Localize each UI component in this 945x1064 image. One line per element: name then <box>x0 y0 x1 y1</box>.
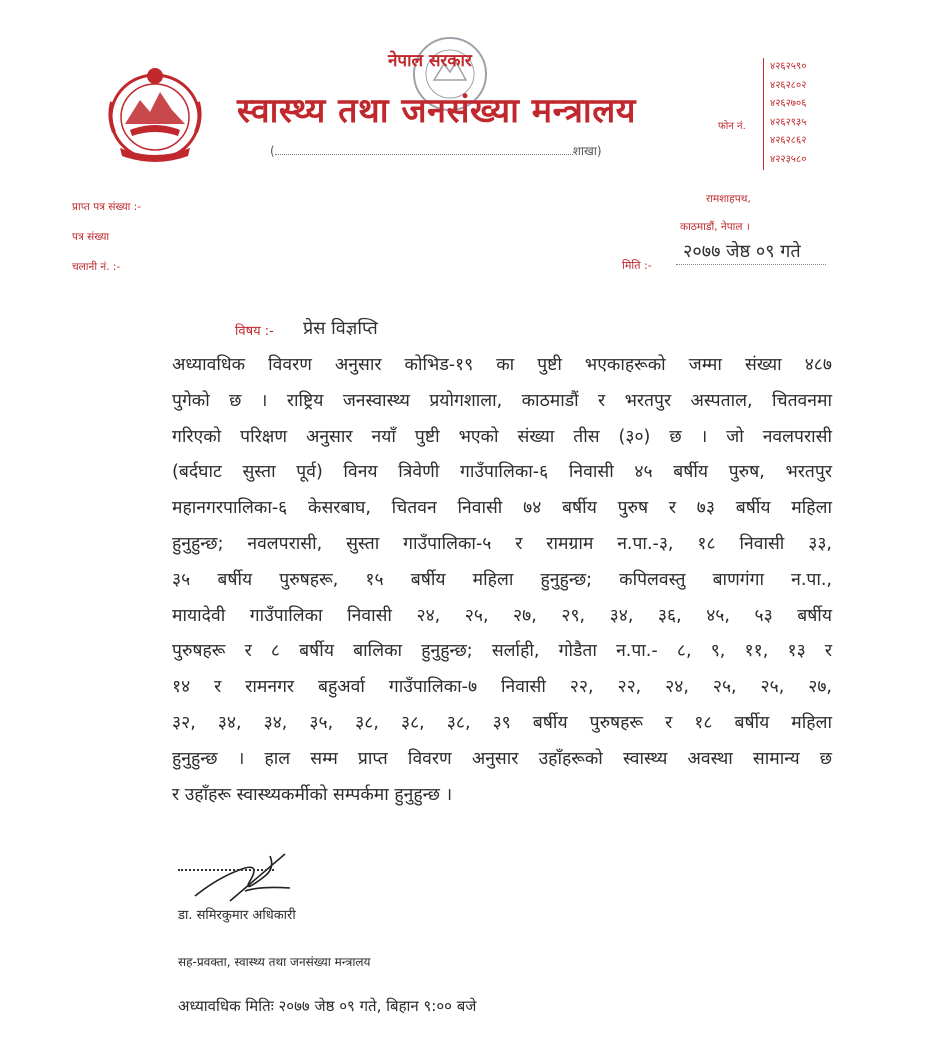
branch-line <box>270 142 602 159</box>
body-line: हुनुहुन्छ; नवलपरासी, सुस्ता गाउँपालिका-५ र रामग्राम न.पा.-३, १८ निवासी ३३, <box>172 533 832 554</box>
nepal-government-emblem <box>100 62 210 167</box>
ministry-title: स्वास्थ्य तथा जनसंख्या मन्त्रालय <box>237 91 636 131</box>
body-line: अध्यावधिक विवरण अनुसार कोभिड-१९ का पुष्टी भएकाहरूको जम्मा संख्या ४८७ <box>172 355 832 375</box>
dispatch-number-label: चलानी नं. :- <box>72 261 121 273</box>
handwritten-signature <box>190 846 300 906</box>
phone-number: ४२६२९३५ <box>770 116 807 128</box>
branch-open: ( <box>270 144 275 158</box>
body-line: गरिएको परिक्षण अनुसार नयाँ पुष्टी भएको संख्या तीस (३०) छ । जो नवलपरासी <box>172 426 832 447</box>
date-value: २०७७ जेष्ठ ०९ गते <box>683 241 801 262</box>
subject-label: विषय :- <box>235 324 274 339</box>
phone-number: ४२६२८०२ <box>770 79 807 91</box>
branch-blank <box>275 154 573 155</box>
body-line: र उहाँहरू स्वास्थ्यकर्मीको सम्पर्कमा हुनुहुन्छ । <box>172 784 453 805</box>
body-line: (बर्दघाट सुस्ता पूर्व) विनय त्रिवेणी गाउँपालिका-६ निवासी ४५ बर्षीय पुरुष, भरतपुर <box>172 462 832 483</box>
received-number-label: प्राप्त पत्र संख्या :- <box>72 201 142 213</box>
phone-number: ४२२३५८० <box>770 153 807 165</box>
address-city: काठमाडौं, नेपाल । <box>680 221 750 233</box>
phone-number: ४२६२७०६ <box>770 98 807 110</box>
body-line: पुरुषहरू र ८ बर्षीय बालिका हुनुहुन्छ; सर्लाही, गोडैता न.पा.- ८, ९, ११, १३ र <box>172 641 832 662</box>
body-line: महानगरपालिका-६ केसरबाघ, चितवन निवासी ७४ बर्षीय पुरुष र ७३ बर्षीय महिला <box>172 498 832 519</box>
letter-number-label: पत्र संख्या <box>72 231 110 243</box>
body-line: १४ र रामनगर बहुअर्वा गाउँपालिका-७ निवासी २२, २२, २४, २५, २५, २७, <box>172 677 832 698</box>
phone-label: फोन नं. <box>718 121 746 132</box>
signature-line <box>178 869 274 871</box>
updated-timestamp: अध्यावधिक मितिः २०७७ जेष्ठ ०९ गते, बिहान ९:०० बजे <box>178 997 477 1015</box>
press-release-body <box>172 348 832 813</box>
address-street: रामशाहपथ, <box>706 193 751 205</box>
phone-number: ४२६२८६२ <box>770 135 807 147</box>
body-line: हुनुहुन्छ । हाल सम्म प्राप्त विवरण अनुसार उहाँहरूको स्वास्थ्य अवस्था सामान्य छ <box>172 748 832 769</box>
government-title: नेपाल सरकार <box>388 51 472 71</box>
phone-number: ४२६२५९० <box>770 61 807 72</box>
subject-text: प्रेस विज्ञप्ति <box>303 318 378 339</box>
body-line: पुगेको छ । राष्ट्रिय जनस्वास्थ्य प्रयोगशाला, काठमाडौं र भरतपुर अस्पताल, चितवनमा <box>172 390 832 411</box>
body-line: मायादेवी गाउँपालिका निवासी २४, २५, २७, २९, ३४, ३६, ४५, ५३ बर्षीय <box>172 605 832 626</box>
body-line: ३२, ३४, ३४, ३५, ३८, ३८, ३८, ३९ बर्षीय पुरुषहरू र १८ बर्षीय महिला <box>172 712 832 733</box>
phone-list <box>763 58 806 170</box>
signatory-title: सह-प्रवक्ता, स्वास्थ्य तथा जनसंख्या मन्त्रालय <box>178 955 371 969</box>
branch-label: शाखा) <box>572 144 602 158</box>
date-label: मिति :- <box>622 259 652 272</box>
signatory-name: डा. समिरकुमार अधिकारी <box>178 908 296 923</box>
body-line: ३५ बर्षीय पुरुषहरू, १५ बर्षीय महिला हुनुहुन्छ; कपिलवस्तु बाणगंगा न.पा., <box>172 569 832 590</box>
